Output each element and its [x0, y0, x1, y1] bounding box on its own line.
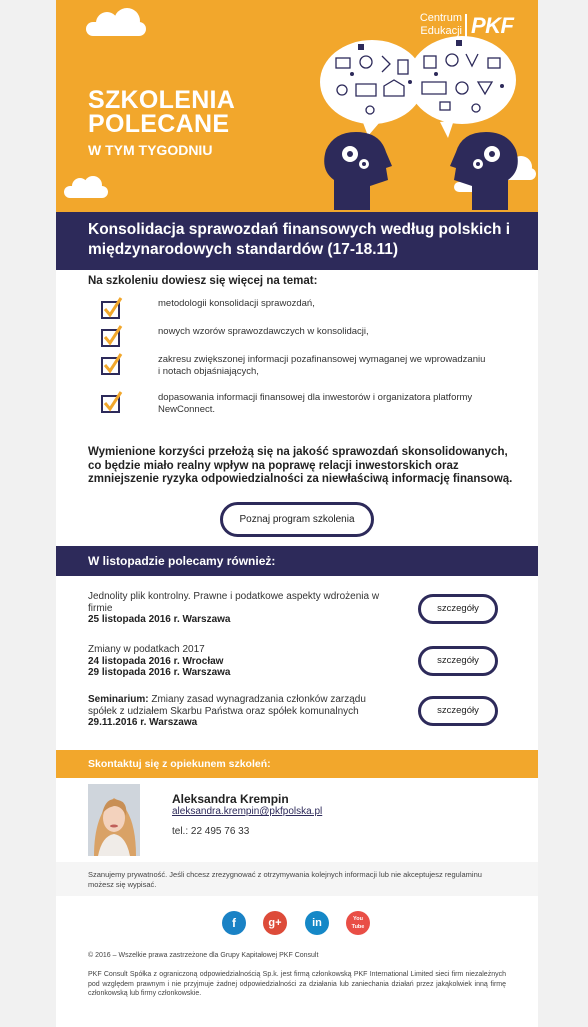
- contact-email-link[interactable]: aleksandra.krempin@pkfpolska.pl: [172, 806, 323, 817]
- cloud-decoration: [64, 186, 108, 198]
- event-title: Zmiany zasad wynagradzania członków zarządu spółek z udziałem Skarbu Państwa oraz spółek komunalnych: [88, 694, 366, 717]
- topic-text: zakresu zwiększonej informacji pozafinansowej wymaganej we wprowadzaniu i notach objaśniających,: [158, 354, 486, 377]
- details-button[interactable]: szczegóły: [418, 646, 498, 676]
- hero-headline: SZKOLENIA POLECANE W TYM TYGODNIU: [88, 86, 236, 158]
- list-item: [100, 352, 500, 380]
- logo-brand: PKF: [471, 13, 514, 38]
- event-title: Jednolity plik kontrolny. Prawne i podatkowe aspekty wdrożenia w firmie: [88, 591, 380, 614]
- course-title-band: [56, 212, 538, 270]
- event-item: [88, 591, 388, 626]
- course-lead: Na szkoleniu dowiesz się więcej na temat:: [88, 275, 318, 287]
- email-container: [56, 0, 538, 1027]
- facebook-icon[interactable]: f: [222, 911, 246, 935]
- course-summary: Wymienione korzyści przełożą się na jakość sprawozdań skonsolidowanych, co będzie miało realny wpływ na poprawę relacji inwestorskich oraz zmniejszenie ryzyka odpowiedzialności za niewłaściwą informację finansową.: [88, 446, 513, 485]
- course-title: Konsolidacja sprawozdań finansowych według polskich i międzynarodowych standardów (17-18.11): [88, 221, 511, 258]
- program-button[interactable]: Poznaj program szkolenia: [220, 502, 374, 537]
- avatar: [88, 784, 140, 856]
- list-item: [100, 390, 500, 418]
- recommended-band: [56, 546, 538, 576]
- hero-banner: [56, 0, 538, 212]
- checkbox-checked-icon: [100, 324, 124, 348]
- list-item: [100, 296, 500, 324]
- details-button[interactable]: szczegóły: [418, 696, 498, 726]
- event-date: 29 listopada 2016 r. Warszawa: [88, 667, 231, 678]
- topic-text: metodologii konsolidacji sprawozdań,: [158, 298, 315, 309]
- two-heads-illustration-icon: [306, 20, 536, 210]
- legal-notice: PKF Consult Spółka z ograniczoną odpowiedzialnością Sp.k. jest firmą członkowską PKF International Limited sieci firm niezależnych pod względem prawnym i nie przyjmuje żadnej odpowiedzialności za działania lub zaniechania działań przez jakąkolwiek inną firmę członkowską lub firmy członkowskie.: [88, 971, 506, 997]
- cloud-decoration: [86, 22, 146, 36]
- contact-name: Aleksandra Krempin: [172, 792, 289, 806]
- details-button[interactable]: szczegóły: [418, 594, 498, 624]
- privacy-text[interactable]: Szanujemy prywatność. Jeśli chcesz zrezygnować z otrzymywania kolejnych informacji lub nie akceptujesz regulaminu możesz się wypisać.: [88, 870, 482, 889]
- contact-phone: tel.: 22 495 76 33: [172, 826, 250, 837]
- event-item: [88, 694, 388, 729]
- privacy-notice: [56, 862, 538, 896]
- checkbox-checked-icon: [100, 352, 124, 376]
- contact-band: [56, 750, 538, 778]
- checkbox-checked-icon: [100, 390, 124, 414]
- logo-text: Centrum Edukacji: [419, 12, 462, 37]
- checkbox-checked-icon: [100, 296, 124, 320]
- hero-subheadline: W TYM TYGODNIU: [88, 142, 213, 158]
- event-date: 25 listopada 2016 r. Warszawa: [88, 614, 231, 625]
- event-title: Zmiany w podatkach 2017: [88, 644, 205, 655]
- googleplus-icon[interactable]: g+: [263, 911, 287, 935]
- recommended-heading: W listopadzie polecamy również:: [88, 554, 276, 568]
- youtube-icon[interactable]: You Tube: [346, 911, 370, 935]
- linkedin-icon[interactable]: in: [305, 911, 329, 935]
- event-date: 24 listopada 2016 r. Wrocław: [88, 655, 224, 667]
- copyright: © 2016 – Wszelkie prawa zastrzeżone dla Grupy Kapitałowej PKF Consult: [88, 952, 319, 959]
- topic-text: dopasowania informacji finansowej dla inwestorów i organizatora platformy NewConnect.: [158, 392, 473, 415]
- topic-text: nowych wzorów sprawozdawczych w konsolidacji,: [158, 326, 369, 337]
- event-date: 29.11.2016 r. Warszawa: [88, 717, 198, 728]
- event-prefix: Seminarium:: [88, 694, 149, 705]
- event-item: [88, 644, 388, 679]
- list-item: [100, 324, 500, 352]
- contact-heading: Skontaktuj się z opiekunem szkoleń:: [88, 758, 271, 770]
